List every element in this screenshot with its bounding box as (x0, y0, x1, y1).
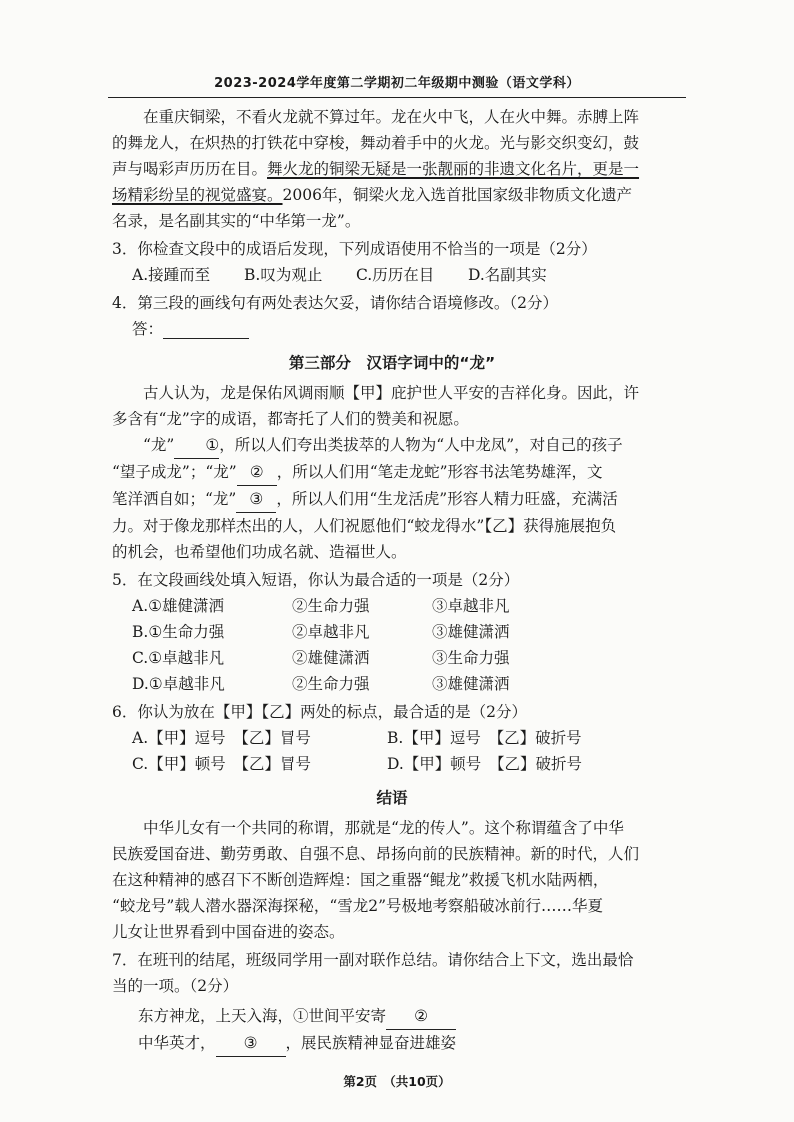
text-span: ，所以人们用“生龙活虎”形容人精力旺盛，充满活 (276, 490, 618, 508)
option-cell: ②生命力强 (292, 675, 370, 693)
option-cell: ③生命力强 (432, 649, 510, 667)
text-line: 名录，是名副其实的“中华第一龙”。 (112, 212, 361, 230)
text-span: ，展民族精神显奋进雄姿 (285, 1034, 457, 1052)
underlined-sentence: 舞火龙的铜梁无疑是一张靓丽的非遗文化名片，更是一 (267, 160, 640, 178)
section-title-conclusion: 结语 (376, 789, 408, 807)
text-line: 在重庆铜梁，不看火龙就不算过年。龙在火中飞，人在火中舞。赤膊上阵 (143, 108, 640, 126)
text-line: 中华儿女有一个共同的称谓，那就是“龙的传人”。这个称谓蕴含了中华 (143, 819, 624, 837)
fill-blank-3: ③ (236, 486, 276, 513)
option-b: B.【甲】逗号 【乙】破折号 (387, 729, 582, 747)
text-line: 儿女让世界看到中国奋进的姿态。 (112, 923, 345, 941)
question-4 (112, 290, 672, 342)
option-cell: ②生命力强 (292, 597, 370, 615)
page-header: 2023-2024学年度第二学期初二年级期中测验（语文学科） (108, 72, 686, 98)
text-line: “蛟龙号”载人潜水器深海探秘，“雪龙2”号极地考察船破冰前行……华夏 (112, 897, 604, 915)
option-c-row (112, 645, 672, 671)
question-stem: 6．你认为放在【甲】【乙】两处的标点，最合适的是（2分） (112, 703, 527, 721)
question-3 (112, 236, 672, 288)
text-span: 声与喝彩声历历在目。 (112, 160, 268, 178)
question-stem: 4．第三段的画线句有两处表达欠妥，请你结合语境修改。（2分） (112, 294, 558, 312)
answer-row (112, 316, 672, 342)
option-d: D.名副其实 (468, 266, 547, 284)
option-cell: ③卓越非凡 (432, 597, 510, 615)
section-title-part3: 第三部分 汉语字词中的“龙” (288, 354, 496, 372)
options-row (112, 725, 672, 751)
question-5 (112, 567, 672, 697)
option-c: C.【甲】顿号 【乙】冒号 (132, 755, 311, 773)
text-span: “望子成龙”；“龙” (112, 463, 237, 481)
text-span: “龙” (143, 436, 175, 454)
option-cell: B.①生命力强 (132, 623, 225, 641)
text-line: 在这种精神的感召下不断创造辉煌：国之重器“鲲龙”救援飞机水陆两栖， (112, 871, 609, 889)
text-line (112, 432, 672, 459)
text-line (112, 459, 672, 486)
option-a-row (112, 593, 672, 619)
options-row (112, 262, 672, 288)
couplet-line-1 (112, 1003, 672, 1030)
option-a: A.【甲】逗号 【乙】冒号 (132, 729, 311, 747)
option-cell: D.①卓越非凡 (132, 675, 225, 693)
passage-paragraph-2 (112, 380, 672, 565)
couplet-blank-2: ② (386, 1003, 456, 1030)
question-7 (112, 947, 672, 1057)
text-span: 中华英才， (138, 1034, 216, 1052)
option-cell: ②雄健潇洒 (292, 649, 370, 667)
text-line: 的舞龙人，在炽热的打铁花中穿梭，舞动着手中的火龙。光与影交织变幻，鼓 (112, 134, 640, 152)
option-cell: ③雄健潇洒 (432, 623, 510, 641)
answer-blank (163, 322, 249, 339)
text-line (112, 156, 672, 182)
option-d: D.【甲】顿号 【乙】破折号 (387, 755, 583, 773)
option-cell: ③雄健潇洒 (432, 675, 510, 693)
question-6 (112, 699, 672, 777)
option-cell: A.①雄健潇洒 (132, 597, 225, 615)
answer-label: 答： (132, 320, 164, 338)
fill-blank-1: ① (174, 432, 219, 459)
couplet-blank-3: ③ (216, 1030, 286, 1057)
text-line: 的机会，也希望他们功成名就、造福世人。 (112, 543, 407, 561)
text-line: 民族爱国奋进、勤劳勇敢、自强不息、昂扬向前的民族精神。新的时代，人们 (112, 845, 640, 863)
question-stem: 7．在班刊的结尾，班级同学用一副对联作总结。请你结合上下文，选出最恰 (112, 951, 634, 969)
text-span: 东方神龙，上天入海，①世间平安寄 (138, 1007, 387, 1025)
text-span: ，所以人们用“笔走龙蛇”形容书法笔势雄浑，文 (276, 463, 603, 481)
option-b-row (112, 619, 672, 645)
page-footer: 第2页 （共10页） (343, 1074, 451, 1089)
option-b: B.叹为观止 (244, 266, 323, 284)
option-c: C.历历在目 (356, 266, 435, 284)
passage-paragraph-1 (112, 104, 672, 234)
options-row (112, 751, 672, 777)
text-line: 多含有“龙”字的成语，都寄托了人们的赞美和祝愿。 (112, 410, 469, 428)
option-a: A.接踵而至 (132, 266, 211, 284)
option-cell: C.①卓越非凡 (132, 649, 225, 667)
fill-blank-2: ② (237, 459, 277, 486)
text-line (112, 486, 672, 513)
text-line: 古人认为，龙是保佑风调雨顺【甲】庇护世人平安的吉祥化身。因此，许 (143, 384, 640, 402)
question-stem: 5．在文段画线处填入短语，你认为最合适的一项是（2分） (112, 571, 520, 589)
text-span: 2006年，铜梁火龙入选首批国家级非物质文化遗产 (282, 186, 632, 204)
couplet-line-2 (112, 1030, 672, 1057)
text-span: ，所以人们夸出类拔萃的人物为“人中龙凤”，对自己的孩子 (219, 436, 623, 454)
text-line: 力。对于像龙那样杰出的人，人们祝愿他们“蛟龙得水”【乙】获得施展抱负 (112, 517, 617, 535)
passage-paragraph-3 (112, 815, 672, 945)
option-d-row (112, 671, 672, 697)
underlined-sentence: 场精彩纷呈的视觉盛宴。 (112, 186, 283, 204)
page-content (112, 104, 672, 1057)
text-span: 笔洋洒自如；“龙” (112, 490, 237, 508)
option-cell: ②卓越非凡 (292, 623, 370, 641)
text-line (112, 182, 672, 208)
question-stem: 当的一项。（2分） (112, 977, 239, 995)
question-stem: 3．你检查文段中的成语后发现，下列成语使用不恰当的一项是（2分） (112, 240, 597, 258)
